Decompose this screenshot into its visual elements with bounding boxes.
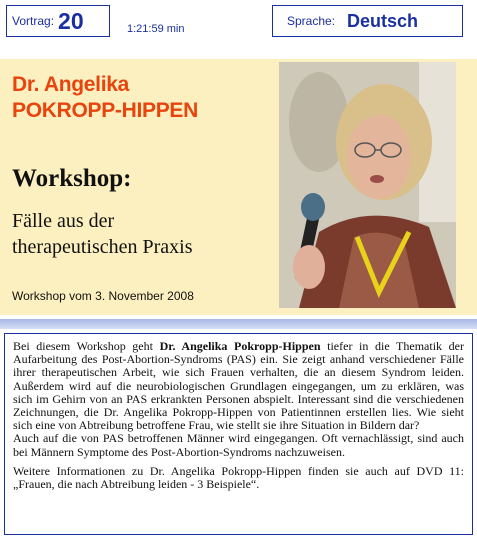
description-paragraph-1 <box>13 340 464 432</box>
language-label: Sprache: <box>287 14 336 28</box>
description-speaker-name: Dr. Angelika Pokropp-Hippen <box>159 339 321 353</box>
lecture-number-box <box>6 5 110 37</box>
description-box <box>4 333 473 535</box>
speaker-name-line2: POKROPP-HIPPEN <box>12 99 198 122</box>
language-box <box>272 5 463 37</box>
workshop-title: Workshop: <box>12 165 132 192</box>
description-paragraph-2: Auch auf die von PAS betroffenen Männer wird eingegangen. Oft vernachlässigt, sind auch bei Männern Symptome des Post-Abortion-Syndroms nachzuweisen. <box>13 431 464 459</box>
lecture-number: 20 <box>58 7 84 34</box>
duration-text: 1:21:59 min <box>127 23 185 35</box>
description-text: Bei diesem Workshop geht <box>13 339 160 353</box>
language-value: Deutsch <box>347 10 419 31</box>
description-text: tiefer in die Thematik der Aufarbeitung des Post-Abortion-Syndroms (PAS) ein. Sie zeigt anhand verschiedener Fälle ihrer therapeutischen Arbeit, wie sich Frauen verhalten, die an diesem Syndrom leiden. Außerdem wird auf die neurobiologischen Grundlagen eingegangen, um zu erklären, was sich im Gehirn von an PAS erkrankten Personen abspielt. Interessant sind die verschiedenen Zeichnungen, die Dr. Angelika Pokropp-Hippen von Patientinnen erstellen lies. Wie sieht sich eine von Abtreibung betroffene Frau, wie stellt sie ihre Situation in Bildern dar? <box>13 339 464 433</box>
workshop-subtitle <box>12 208 193 260</box>
section-divider <box>0 319 477 329</box>
workshop-date: Workshop vom 3. November 2008 <box>12 289 194 303</box>
speaker-photo-illustration <box>279 62 456 308</box>
lecture-label: Vortrag: <box>12 14 55 28</box>
speaker-photo <box>279 62 456 308</box>
speaker-name-line1: Dr. Angelika <box>12 73 129 96</box>
workshop-subtitle-line1: Fälle aus der <box>12 210 115 232</box>
speaker-name <box>12 72 198 124</box>
description-more-info: Weitere Informationen zu Dr. Angelika Pokropp-Hippen finden sie auch auf DVD 11: „Frauen, die nach Abtreibung leiden - 3 Beispiele“. <box>13 463 464 492</box>
workshop-subtitle-line2: therapeutischen Praxis <box>12 236 193 258</box>
